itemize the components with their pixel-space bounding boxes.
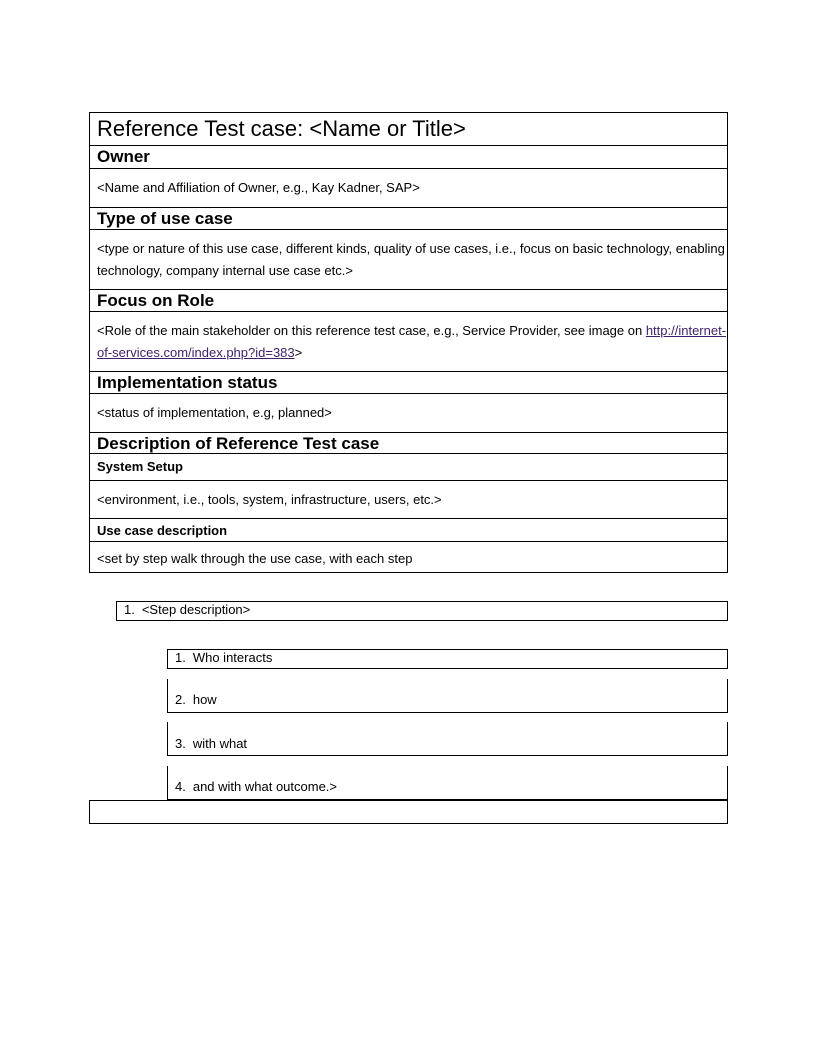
- substep-text: how: [192, 692, 217, 707]
- status-heading: [89, 372, 728, 394]
- role-image-link[interactable]: http://internet-of-services.com/index.php?id=383: [97, 323, 727, 360]
- use-case-value: [89, 542, 728, 573]
- status-value: [89, 394, 728, 433]
- description-heading-text: Description of Reference Test case: [97, 434, 380, 453]
- owner-heading-text: Owner: [97, 147, 150, 166]
- status-heading-text: Implementation status: [97, 373, 278, 392]
- system-setup-value-text: <environment, i.e., tools, system, infrastructure, users, etc.>: [97, 492, 442, 507]
- description-heading: [89, 433, 728, 454]
- substep-item: [167, 766, 728, 800]
- role-heading-text: Focus on Role: [97, 291, 215, 310]
- empty-footer-row: [89, 800, 728, 824]
- step-number: 1.: [124, 602, 135, 617]
- step-text: <Step description>: [141, 602, 251, 617]
- substep-number: 3.: [175, 736, 186, 751]
- owner-heading: [89, 146, 728, 169]
- type-value-text: <type or nature of this use case, different kinds, quality of use cases, i.e., focus on basic technology, enabling technology, company internal use case etc.>: [97, 241, 725, 278]
- role-value: [89, 312, 728, 372]
- use-case-value-text: <set by step walk through the use case, with each step: [97, 551, 413, 566]
- substep-text: Who interacts: [192, 650, 273, 665]
- type-heading-text: Type of use case: [97, 209, 233, 228]
- owner-value: [89, 169, 728, 208]
- page-title: [89, 112, 728, 146]
- substep-number: 1.: [175, 650, 186, 665]
- substep-number: 4.: [175, 779, 186, 794]
- substep-item: [167, 722, 728, 756]
- substep-text: and with what outcome.>: [192, 779, 338, 794]
- substep-item: [167, 649, 728, 669]
- owner-value-text: <Name and Affiliation of Owner, e.g., Kay Kadner, SAP>: [97, 180, 420, 195]
- use-case-heading-text: Use case description: [97, 523, 228, 538]
- role-value-text: <Role of the main stakeholder on this reference test case, e.g., Service Provider, see image on: [97, 323, 646, 338]
- use-case-heading: [89, 519, 728, 542]
- substep-number: 2.: [175, 692, 186, 707]
- system-setup-value: [89, 481, 728, 519]
- status-value-text: <status of implementation, e.g, planned>: [97, 405, 332, 420]
- substep-item: [167, 679, 728, 713]
- substep-text: with what: [192, 736, 248, 751]
- page-title-text: Reference Test case: <Name or Title>: [97, 116, 466, 141]
- type-heading: [89, 208, 728, 230]
- role-value-end: >: [294, 345, 303, 360]
- system-setup-heading: [89, 454, 728, 481]
- system-setup-heading-text: System Setup: [97, 459, 183, 474]
- type-value: [89, 230, 728, 290]
- role-heading: [89, 290, 728, 312]
- step-item: [116, 601, 728, 621]
